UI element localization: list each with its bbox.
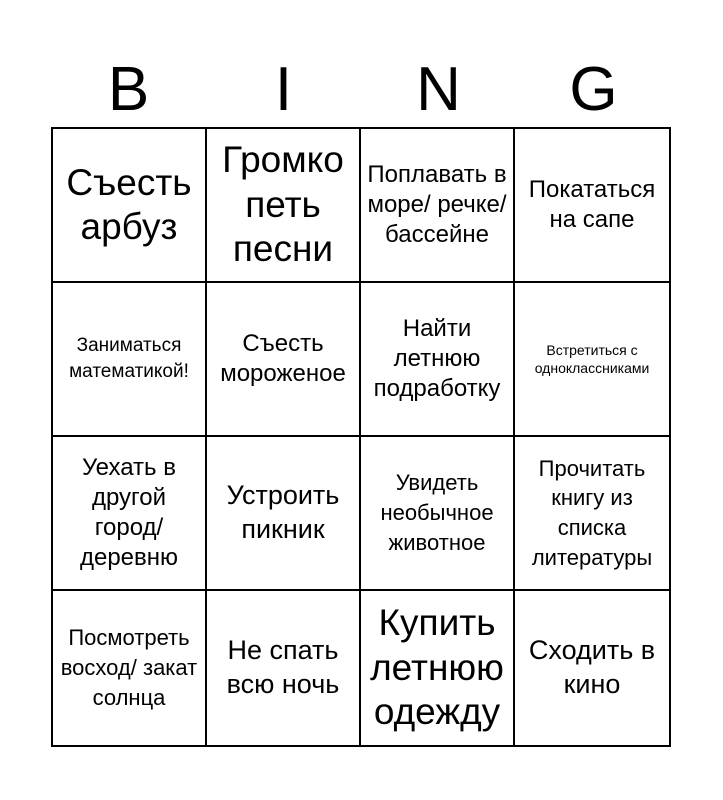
header-letter-i: I [274, 55, 293, 124]
bingo-cell[interactable]: Не спать всю ночь [207, 591, 361, 745]
header-letter-b: B [107, 55, 150, 124]
bingo-cell[interactable]: Покататься на сапе [515, 129, 669, 283]
bingo-cell[interactable]: Встретиться с одноклассниками [515, 283, 669, 437]
bingo-cell[interactable]: Съесть арбуз [53, 129, 207, 283]
bingo-cell[interactable]: Купить летнюю одежду [361, 591, 515, 745]
bingo-cell[interactable]: Заниматься математикой! [53, 283, 207, 437]
bingo-cell[interactable]: Устроить пикник [207, 437, 361, 591]
bingo-cell[interactable]: Посмотреть восход/ закат солнца [53, 591, 207, 745]
bingo-grid [51, 127, 671, 747]
bingo-cell[interactable]: Сходить в кино [528, 635, 656, 699]
bingo-cell[interactable]: Прочитать книгу из списка литературы [515, 437, 669, 591]
header-letter-n: N [416, 55, 461, 124]
bingo-cell[interactable]: Увидеть необычное животное [361, 437, 515, 591]
bingo-cell[interactable]: Громко петь песни [207, 129, 361, 283]
bingo-cell[interactable]: Уехать в другой город/ деревню [53, 437, 207, 591]
bingo-cell[interactable]: Съесть мороженое [207, 283, 361, 437]
header-letter-g: G [569, 55, 618, 124]
bingo-header [51, 52, 671, 128]
bingo-cell[interactable]: Найти летнюю подработку [361, 283, 515, 437]
bingo-cell[interactable]: Поплавать в море/ речке/ бассейне [361, 129, 515, 283]
